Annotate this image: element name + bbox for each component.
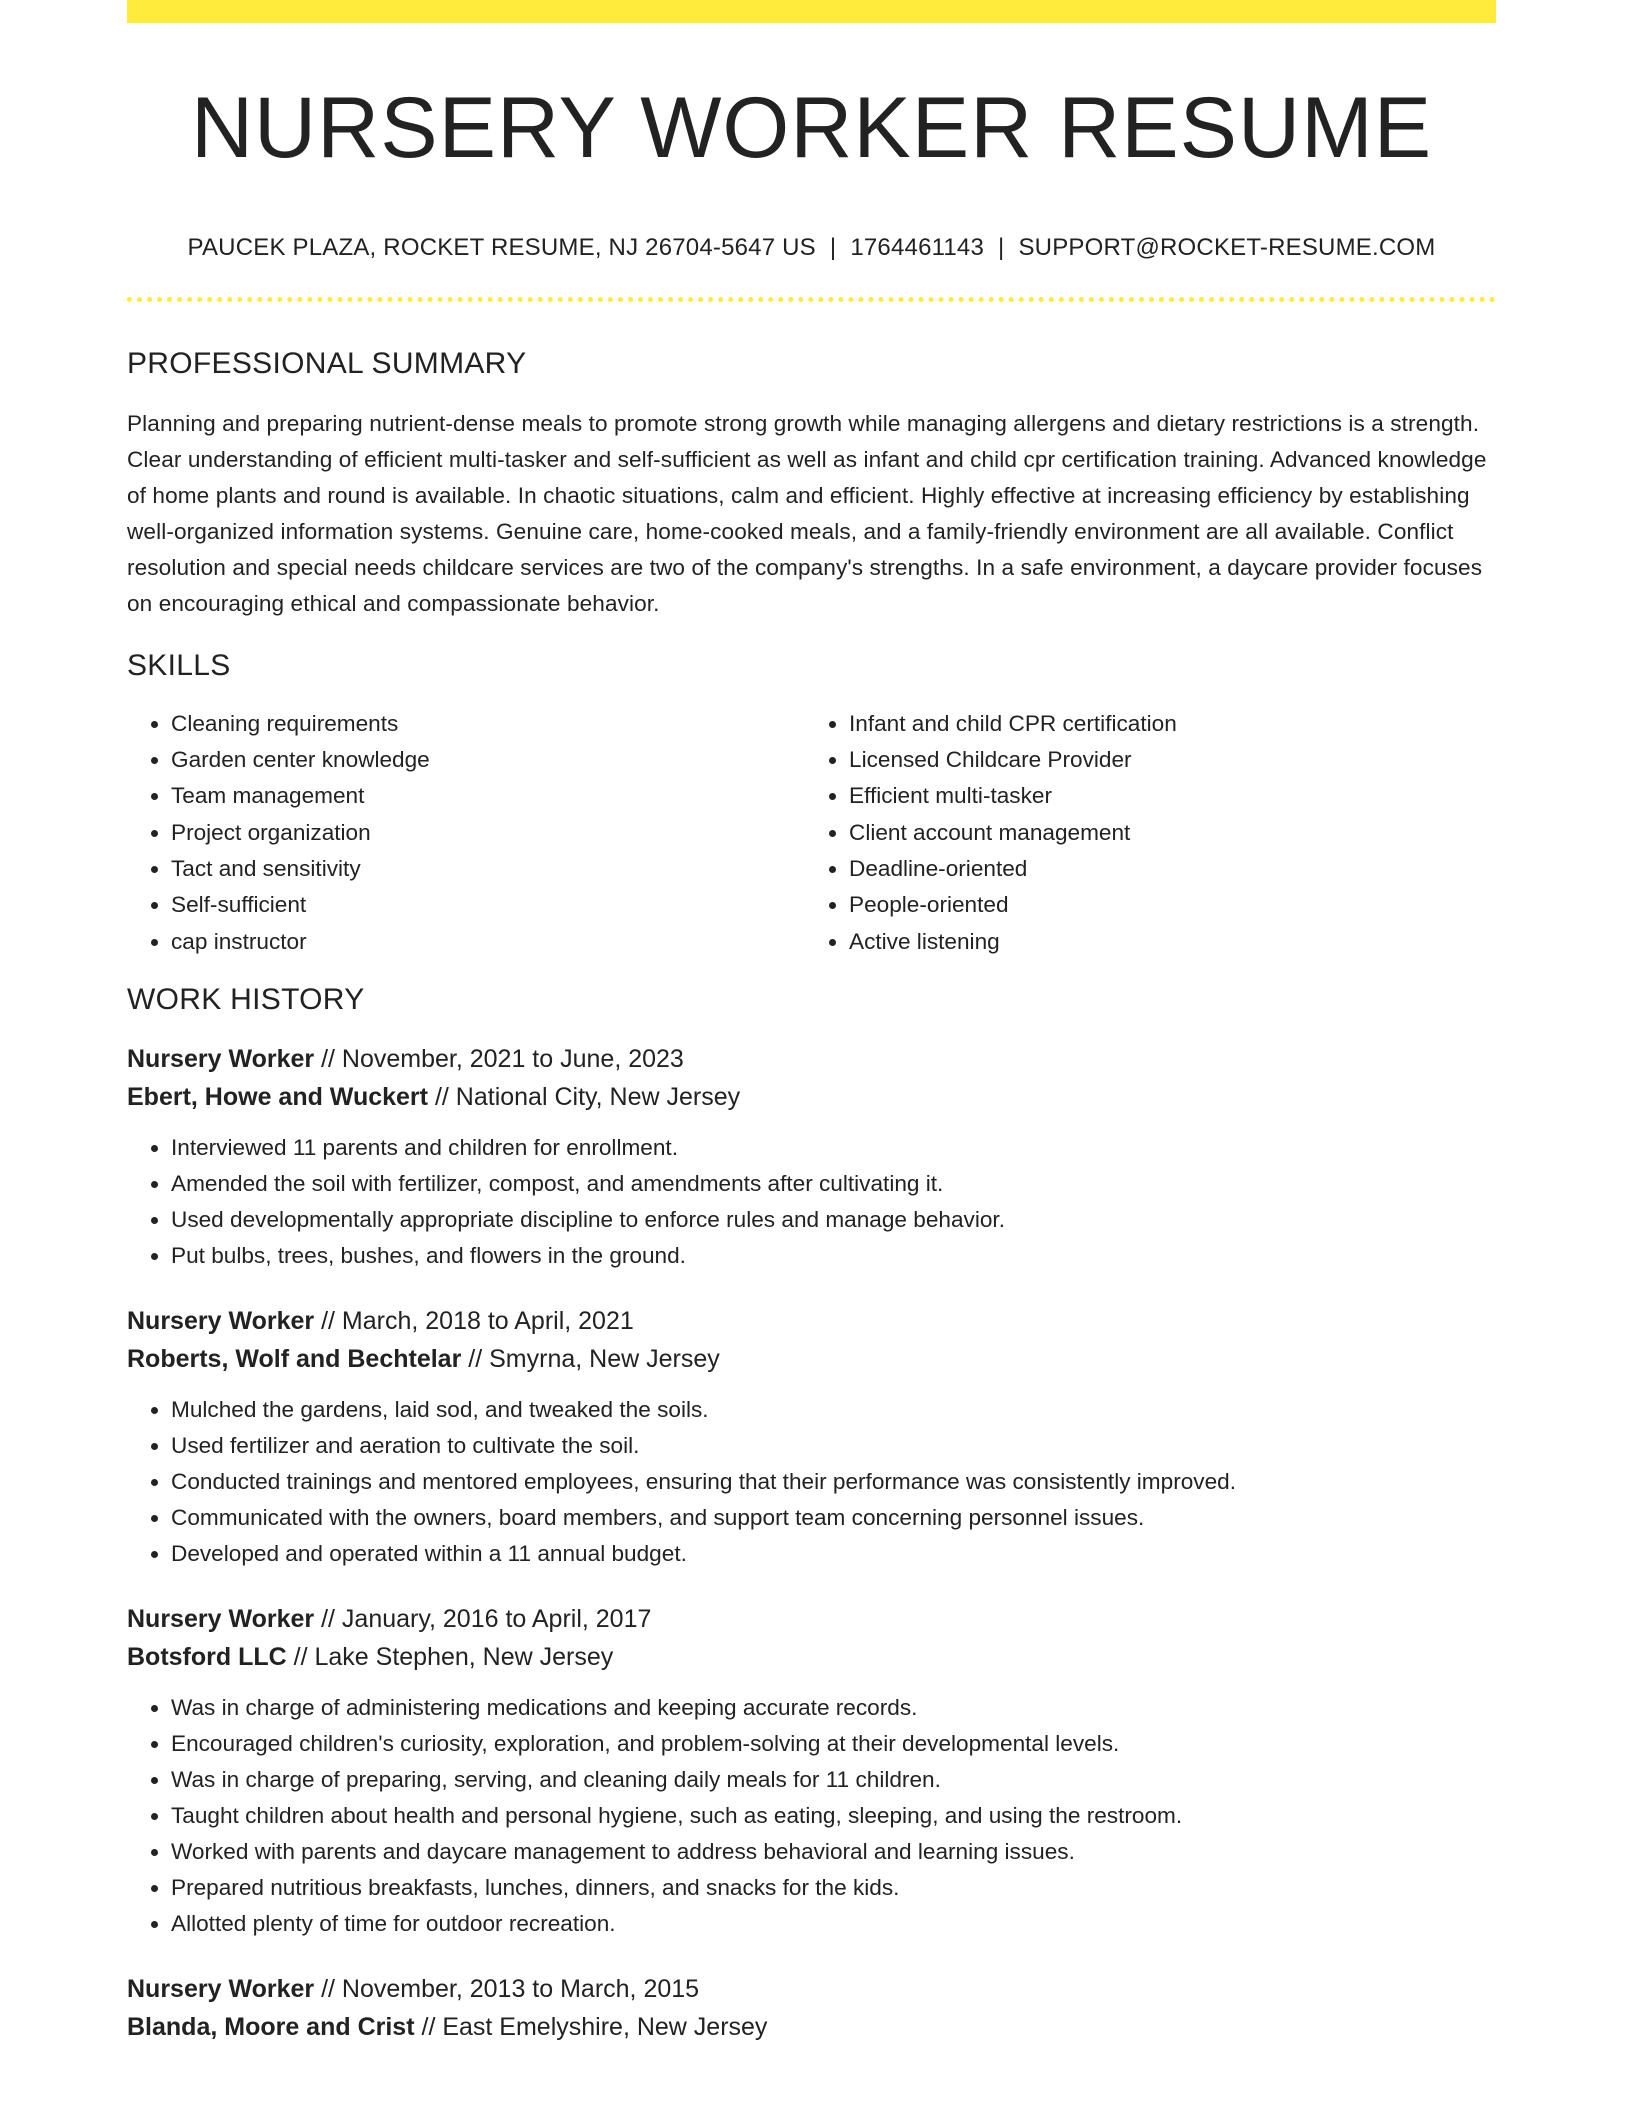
job-title: Nursery Worker <box>127 1044 315 1073</box>
summary-text: Planning and preparing nutrient-dense meals to promote strong growth while managing allergens and dietary restrictions is a strength. Clear understanding of efficient multi-tasker and self-sufficient as well as infant and child cpr certification training. Advanced knowledge of home plants and round is available. In chaotic situations, calm and efficient. Highly effective at increasing efficiency by establishing well-organized information systems. Genuine care, home-cooked meals, and a family-friendly environment are all available. Conflict resolution and special needs childcare services are two of the company's strengths. In a safe environment, a daycare provider focuses on encouraging ethical and compassionate behavior. <box>127 410 1487 616</box>
job-bullet: • Amended the soil with fertilizer, compost, and amendments after cultivating it. <box>171 1166 1496 1202</box>
contact-separator: | <box>829 233 837 261</box>
job-bullet: • Encouraged children's curiosity, exploration, and problem-solving at their developmental levels. <box>171 1726 1496 1762</box>
skill-item: • Cleaning requirements <box>171 706 801 742</box>
job-bullet: • Prepared nutritious breakfasts, lunches, dinners, and snacks for the kids. <box>171 1870 1496 1906</box>
job-bullet: • Developed and operated within a 11 annual budget. <box>171 1536 1496 1572</box>
job-title-line <box>127 1302 1496 1340</box>
contact-separator: | <box>998 233 1005 261</box>
job-entry <box>127 1600 1496 1942</box>
job-bullet: • Allotted plenty of time for outdoor recreation. <box>171 1906 1496 1942</box>
job-dates: // November, 2021 to June, 2023 <box>321 1044 684 1073</box>
job-bullet: • Put bulbs, trees, bushes, and flowers in the ground. <box>171 1238 1496 1274</box>
job-company: Blanda, Moore and Crist <box>127 2012 415 2041</box>
dotted-divider <box>127 297 1496 302</box>
contact-address: PAUCEK PLAZA, ROCKET RESUME, NJ 26704-5647 US <box>187 233 816 261</box>
job-company-line <box>127 2008 1496 2046</box>
job-entry <box>127 1970 1496 2046</box>
skills-heading: SKILLS <box>127 648 231 682</box>
job-title: Nursery Worker <box>127 1604 315 1633</box>
job-location: // Smyrna, New Jersey <box>468 1344 720 1373</box>
skill-item: • Licensed Childcare Provider <box>849 742 1479 778</box>
skill-item: • Team management <box>171 778 801 814</box>
skill-item: • Garden center knowledge <box>171 742 801 778</box>
job-location: // National City, New Jersey <box>434 1082 741 1111</box>
job-company-line <box>127 1340 1496 1378</box>
job-dates: // January, 2016 to April, 2017 <box>321 1604 652 1633</box>
summary-heading: PROFESSIONAL SUMMARY <box>127 346 527 380</box>
contact-email: SUPPORT@ROCKET-RESUME.COM <box>1018 233 1436 261</box>
resume-title: NURSERY WORKER RESUME <box>190 80 1433 176</box>
job-company: Botsford LLC <box>127 1642 287 1671</box>
job-bullet: • Was in charge of preparing, serving, and cleaning daily meals for 11 children. <box>171 1762 1496 1798</box>
job-company: Roberts, Wolf and Bechtelar <box>127 1344 462 1373</box>
job-bullet: • Used developmentally appropriate discipline to enforce rules and manage behavior. <box>171 1202 1496 1238</box>
job-bullets <box>127 1392 1496 1572</box>
job-location: // Lake Stephen, New Jersey <box>293 1642 614 1671</box>
skill-item: • Project organization <box>171 815 801 851</box>
skill-item: • Tact and sensitivity <box>171 851 801 887</box>
job-dates: // March, 2018 to April, 2021 <box>321 1306 634 1335</box>
job-bullet: • Mulched the gardens, laid sod, and tweaked the soils. <box>171 1392 1496 1428</box>
job-title-line <box>127 1040 1496 1078</box>
job-title: Nursery Worker <box>127 1974 315 2003</box>
skill-item: • People-oriented <box>849 887 1479 923</box>
skills-columns <box>127 706 1496 960</box>
job-company-line <box>127 1638 1496 1676</box>
job-bullet: • Worked with parents and daycare management to address behavioral and learning issues. <box>171 1834 1496 1870</box>
job-bullet: • Communicated with the owners, board members, and support team concerning personnel issues. <box>171 1500 1496 1536</box>
skills-list-left <box>127 706 801 960</box>
job-entry <box>127 1040 1496 1274</box>
skill-item: • Self-sufficient <box>171 887 801 923</box>
job-bullet: • Was in charge of administering medications and keeping accurate records. <box>171 1690 1496 1726</box>
job-title-line <box>127 1970 1496 2008</box>
job-bullet: • Conducted trainings and mentored employees, ensuring that their performance was consistently improved. <box>171 1464 1496 1500</box>
skill-item: • cap instructor <box>171 924 801 960</box>
skill-item: • Infant and child CPR certification <box>849 706 1479 742</box>
skill-item: • Active listening <box>849 924 1479 960</box>
skill-item: • Efficient multi-tasker <box>849 778 1479 814</box>
accent-top-bar <box>127 0 1496 23</box>
job-company-line <box>127 1078 1496 1116</box>
skill-item: • Deadline-oriented <box>849 851 1479 887</box>
job-bullets <box>127 1690 1496 1942</box>
job-bullet: • Interviewed 11 parents and children for enrollment. <box>171 1130 1496 1166</box>
job-bullet: • Used fertilizer and aeration to cultivate the soil. <box>171 1428 1496 1464</box>
work-history-heading: WORK HISTORY <box>127 982 365 1016</box>
contact-line <box>127 232 1496 263</box>
job-bullet: • Taught children about health and personal hygiene, such as eating, sleeping, and using the restroom. <box>171 1798 1496 1834</box>
skills-list-right <box>801 706 1479 960</box>
job-dates: // November, 2013 to March, 2015 <box>321 1974 700 2003</box>
job-entry <box>127 1302 1496 1572</box>
job-bullets <box>127 1130 1496 1274</box>
job-title-line <box>127 1600 1496 1638</box>
contact-phone: 1764461143 <box>850 233 985 261</box>
skill-item: • Client account management <box>849 815 1479 851</box>
resume-content <box>127 23 1496 2046</box>
job-location: // East Emelyshire, New Jersey <box>421 2012 768 2041</box>
job-company: Ebert, Howe and Wuckert <box>127 1082 428 1111</box>
job-title: Nursery Worker <box>127 1306 315 1335</box>
